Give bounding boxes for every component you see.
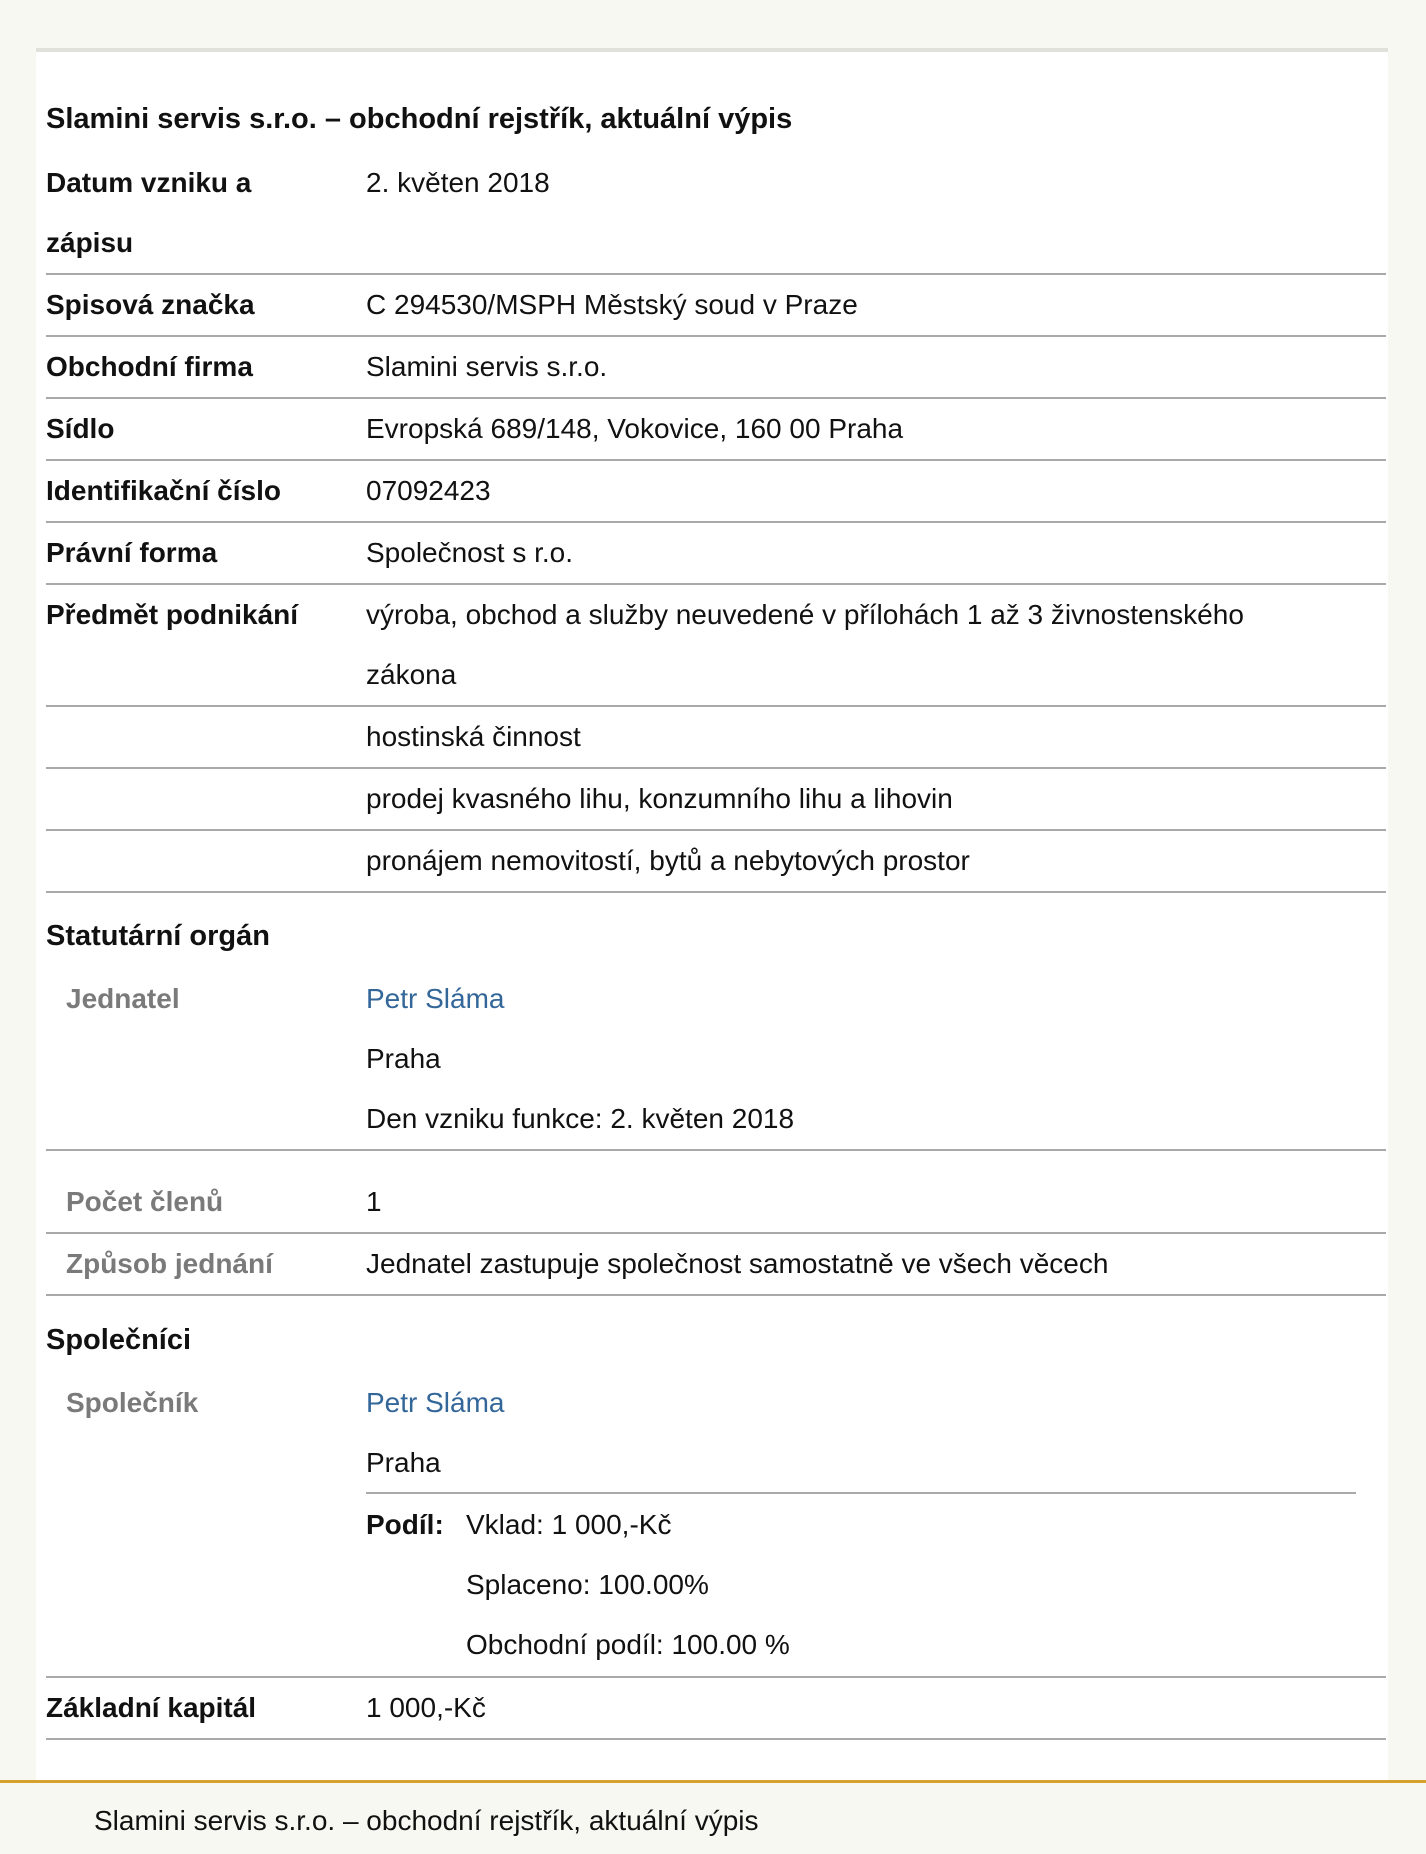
row-sublabel: Počet členů — [66, 1186, 224, 1217]
section-heading-spolecnici: Společníci — [46, 1324, 192, 1356]
podil-obchodni: Obchodní podíl: 100.00 % — [466, 1629, 790, 1660]
person-link[interactable]: Petr Sláma — [366, 983, 505, 1014]
row-sidlo — [46, 399, 1386, 461]
row-pravni-forma — [46, 523, 1386, 585]
share-divider — [366, 1492, 1356, 1494]
row-value — [366, 969, 1366, 1149]
row-pocet-clenu — [46, 1172, 1386, 1234]
row-datum-vzniku — [46, 153, 1386, 275]
row-value: 1 — [366, 1186, 382, 1217]
row-value: prodej kvasného lihu, konzumního lihu a lihovin — [366, 783, 953, 814]
person-link[interactable]: Petr Sláma — [366, 1387, 505, 1418]
row-value — [366, 1373, 1366, 1493]
podil-label: Podíl: — [366, 1509, 444, 1540]
row-predmet-podnikani — [46, 585, 1386, 707]
page-title: Slamini servis s.r.o. – obchodní rejstřík, aktuální výpis — [46, 103, 793, 135]
row-spisova-znacka — [46, 275, 1386, 337]
row-value: 07092423 — [366, 475, 491, 506]
row-value: Evropská 689/148, Vokovice, 160 00 Praha — [366, 413, 904, 444]
podil-splaceno: Splaceno: 100.00% — [466, 1569, 709, 1600]
footer-title: Slamini servis s.r.o. – obchodní rejstřík, aktuální výpis — [94, 1805, 759, 1836]
row-obchodni-firma — [46, 337, 1386, 399]
row-label: Předmět podnikání — [46, 599, 299, 630]
row-label: Obchodní firma — [46, 351, 253, 382]
person-city: Praha — [366, 1447, 441, 1478]
row-value-line: zákona — [366, 659, 457, 690]
row-identifikacni-cislo — [46, 461, 1386, 523]
person-city: Praha — [366, 1043, 441, 1074]
row-label — [46, 153, 346, 273]
row-sublabel: Společník — [66, 1387, 199, 1418]
podil-values — [466, 1495, 1266, 1675]
row-label: Spisová značka — [46, 289, 255, 320]
row-label: Sídlo — [46, 413, 115, 444]
row-predmet-item — [46, 831, 1386, 893]
person-line — [366, 1373, 1366, 1433]
row-label: Základní kapitál — [46, 1692, 257, 1723]
row-value: C 294530/MSPH Městský soud v Praze — [366, 289, 858, 320]
row-value: 1 000,-Kč — [366, 1692, 486, 1723]
row-zpusob-jednani — [46, 1234, 1386, 1296]
section-heading-statutarni: Statutární orgán — [46, 920, 270, 952]
footer-divider — [0, 1780, 1426, 1783]
row-jednatel — [46, 969, 1386, 1151]
row-label: Právní forma — [46, 537, 218, 568]
row-value-line: výroba, obchod a služby neuvedené v přílohách 1 až 3 živnostenského — [366, 599, 1244, 630]
row-predmet-item — [46, 707, 1386, 769]
function-since: Den vzniku funkce: 2. květen 2018 — [366, 1103, 795, 1134]
row-value: Jednatel zastupuje společnost samostatně ve všech věcech — [366, 1248, 1109, 1279]
row-zakladni-kapital — [46, 1678, 1386, 1740]
row-sublabel: Způsob jednání — [66, 1248, 273, 1279]
podil-vklad: Vklad: 1 000,-Kč — [466, 1509, 672, 1540]
row-predmet-item — [46, 769, 1386, 831]
row-label: Identifikační číslo — [46, 475, 281, 506]
row-value: Společnost s r.o. — [366, 537, 574, 568]
row-label-line: zápisu — [46, 227, 134, 258]
row-value: hostinská činnost — [366, 721, 581, 752]
row-value: pronájem nemovitostí, bytů a nebytových prostor — [366, 845, 970, 876]
row-value — [366, 585, 1366, 705]
person-line — [366, 969, 1366, 1029]
row-value: Slamini servis s.r.o. — [366, 351, 608, 382]
row-sublabel: Jednatel — [66, 983, 180, 1014]
row-value: 2. květen 2018 — [366, 167, 550, 198]
row-label-line: Datum vzniku a — [46, 167, 252, 198]
